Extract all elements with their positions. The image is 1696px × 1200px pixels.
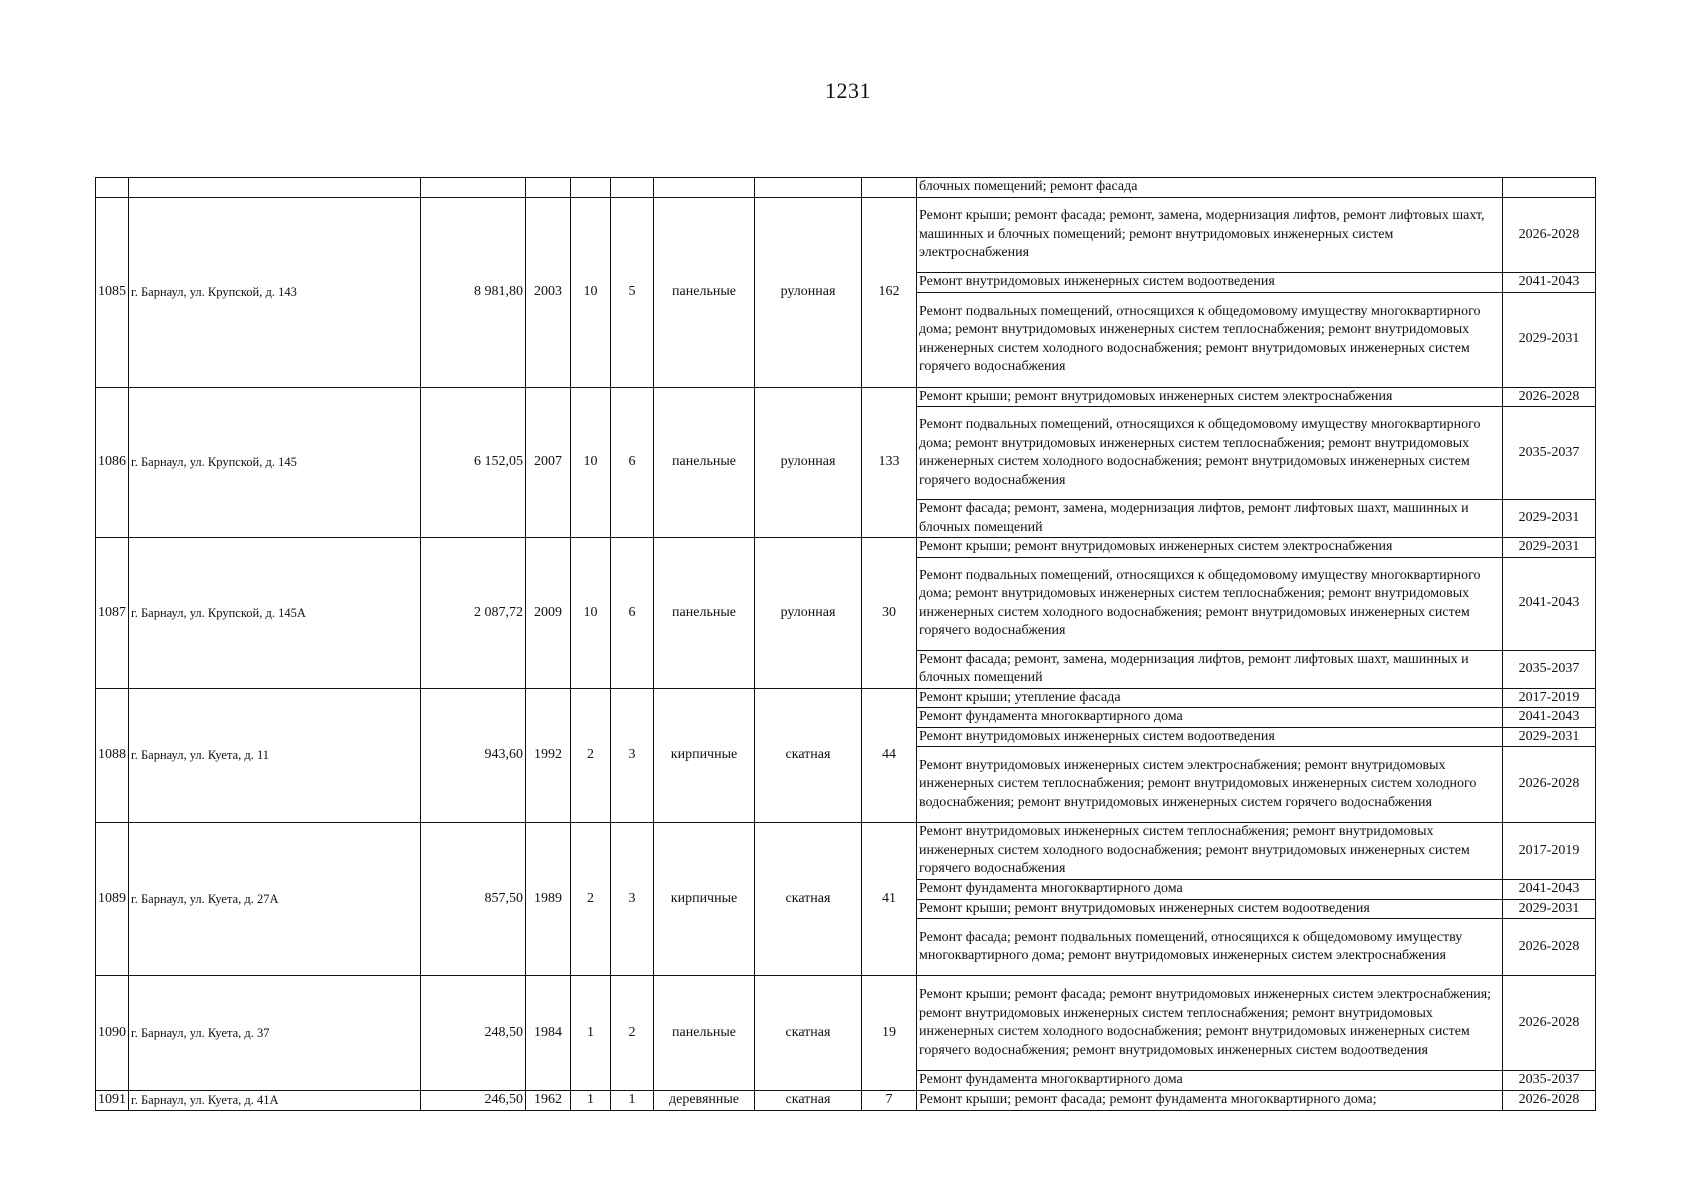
- cell-entrances: 5: [611, 198, 654, 388]
- table-row: [96, 198, 1596, 273]
- cell-work: Ремонт фундамента многоквартирного дома: [917, 880, 1503, 900]
- table-row: [96, 823, 1596, 880]
- cell-address: г. Барнаул, ул. Куета, д. 27А: [129, 823, 421, 976]
- cell-area: 857,50: [421, 823, 526, 976]
- cell-period: 2029-2031: [1503, 538, 1596, 558]
- cell-work: Ремонт фасада; ремонт, замена, модернизация лифтов, ремонт лифтовых шахт, машинных и блочных помещений: [917, 650, 1503, 688]
- cell-roof: рулонная: [755, 387, 862, 538]
- cell-walls: деревянные: [654, 1090, 755, 1110]
- cell-walls: панельные: [654, 538, 755, 689]
- cell-roof: [755, 178, 862, 198]
- cell-walls: панельные: [654, 198, 755, 388]
- cell-area: 8 981,80: [421, 198, 526, 388]
- cell-residents: 41: [862, 823, 917, 976]
- cell-work: Ремонт внутридомовых инженерных систем теплоснабжения; ремонт внутридомовых инженерных систем холодного водоснабжения; ремонт внутридомовых инженерных систем горячего водоснабжения: [917, 823, 1503, 880]
- cell-work: Ремонт фасада; ремонт, замена, модернизация лифтов, ремонт лифтовых шахт, машинных и блочных помещений: [917, 500, 1503, 538]
- cell-period: [1503, 178, 1596, 198]
- cell-work: Ремонт крыши; ремонт внутридомовых инженерных систем водоотведения: [917, 899, 1503, 919]
- cell-period: 2041-2043: [1503, 557, 1596, 650]
- cell-floors: 1: [571, 976, 611, 1091]
- cell-area: 246,50: [421, 1090, 526, 1110]
- cell-period: 2026-2028: [1503, 747, 1596, 823]
- cell-walls: панельные: [654, 387, 755, 538]
- cell-work: Ремонт подвальных помещений, относящихся к общедомовому имуществу многоквартирного дома; ремонт внутридомовых инженерных систем теплоснабжения; ремонт внутридомовых инженерных систем холодного водоснабжения; ремонт внутридомовых инженерных систем горячего водоснабжения: [917, 292, 1503, 387]
- cell-residents: 7: [862, 1090, 917, 1110]
- cell-work: Ремонт крыши; ремонт фасада; ремонт фундамента многоквартирного дома;: [917, 1090, 1503, 1110]
- continuation-row: [96, 178, 1596, 198]
- cell-period: 2026-2028: [1503, 919, 1596, 976]
- cell-walls: [654, 178, 755, 198]
- cell-area: 2 087,72: [421, 538, 526, 689]
- cell-year: 1992: [526, 688, 571, 823]
- cell-residents: 44: [862, 688, 917, 823]
- cell-period: 2041-2043: [1503, 880, 1596, 900]
- cell-year: 1989: [526, 823, 571, 976]
- cell-num: 1089: [96, 823, 129, 976]
- cell-roof: рулонная: [755, 538, 862, 689]
- cell-address: [129, 178, 421, 198]
- cell-work: Ремонт подвальных помещений, относящихся к общедомовому имуществу многоквартирного дома; ремонт внутридомовых инженерных систем теплоснабжения; ремонт внутридомовых инженерных систем холодного водоснабжения; ремонт внутридомовых инженерных систем горячего водоснабжения: [917, 557, 1503, 650]
- repair-schedule-table: [95, 177, 1596, 1111]
- cell-residents: 162: [862, 198, 917, 388]
- cell-floors: 2: [571, 688, 611, 823]
- cell-area: 6 152,05: [421, 387, 526, 538]
- cell-area: 943,60: [421, 688, 526, 823]
- cell-residents: 30: [862, 538, 917, 689]
- cell-period: 2029-2031: [1503, 727, 1596, 747]
- cell-area: [421, 178, 526, 198]
- cell-entrances: 2: [611, 976, 654, 1091]
- cell-roof: скатная: [755, 823, 862, 976]
- cell-residents: [862, 178, 917, 198]
- cell-residents: 133: [862, 387, 917, 538]
- cell-entrances: [611, 178, 654, 198]
- table-row: [96, 688, 1596, 708]
- cell-roof: рулонная: [755, 198, 862, 388]
- cell-period: 2041-2043: [1503, 708, 1596, 728]
- cell-period: 2026-2028: [1503, 976, 1596, 1071]
- cell-year: 2007: [526, 387, 571, 538]
- cell-num: [96, 178, 129, 198]
- cell-period: 2026-2028: [1503, 1090, 1596, 1110]
- cell-work: Ремонт внутридомовых инженерных систем водоотведения: [917, 727, 1503, 747]
- cell-roof: скатная: [755, 1090, 862, 1110]
- cell-address: г. Барнаул, ул. Куета, д. 37: [129, 976, 421, 1091]
- cell-period: 2017-2019: [1503, 823, 1596, 880]
- cell-period: 2017-2019: [1503, 688, 1596, 708]
- cell-walls: кирпичные: [654, 688, 755, 823]
- cell-period: 2029-2031: [1503, 292, 1596, 387]
- cell-address: г. Барнаул, ул. Куета, д. 41А: [129, 1090, 421, 1110]
- cell-floors: 10: [571, 538, 611, 689]
- cell-floors: 10: [571, 198, 611, 388]
- cell-period: 2041-2043: [1503, 273, 1596, 293]
- cell-work: Ремонт крыши; ремонт фасада; ремонт, замена, модернизация лифтов, ремонт лифтовых шахт, машинных и блочных помещений; ремонт внутридомовых инженерных систем электроснабжения: [917, 198, 1503, 273]
- cell-work: Ремонт внутридомовых инженерных систем электроснабжения; ремонт внутридомовых инженерных систем теплоснабжения; ремонт внутридомовых инженерных систем холодного водоснабжения; ремонт внутридомовых инженерных систем горячего водоснабжения: [917, 747, 1503, 823]
- table-row: [96, 976, 1596, 1071]
- cell-work: Ремонт крыши; утепление фасада: [917, 688, 1503, 708]
- cell-year: 1962: [526, 1090, 571, 1110]
- cell-work: Ремонт крыши; ремонт внутридомовых инженерных систем электроснабжения: [917, 538, 1503, 558]
- table-row: [96, 538, 1596, 558]
- cell-num: 1091: [96, 1090, 129, 1110]
- cell-year: 1984: [526, 976, 571, 1091]
- cell-num: 1088: [96, 688, 129, 823]
- cell-area: 248,50: [421, 976, 526, 1091]
- cell-work: Ремонт фундамента многоквартирного дома: [917, 708, 1503, 728]
- cell-period: 2035-2037: [1503, 407, 1596, 500]
- cell-year: 2003: [526, 198, 571, 388]
- table-row: [96, 1090, 1596, 1110]
- cell-residents: 19: [862, 976, 917, 1091]
- cell-num: 1085: [96, 198, 129, 388]
- cell-floors: 1: [571, 1090, 611, 1110]
- cell-period: 2029-2031: [1503, 500, 1596, 538]
- cell-floors: [571, 178, 611, 198]
- cell-roof: скатная: [755, 688, 862, 823]
- cell-walls: панельные: [654, 976, 755, 1091]
- cell-address: г. Барнаул, ул. Куета, д. 11: [129, 688, 421, 823]
- cell-entrances: 3: [611, 688, 654, 823]
- cell-address: г. Барнаул, ул. Крупской, д. 143: [129, 198, 421, 388]
- cell-entrances: 3: [611, 823, 654, 976]
- cell-address: г. Барнаул, ул. Крупской, д. 145А: [129, 538, 421, 689]
- cell-work: Ремонт внутридомовых инженерных систем водоотведения: [917, 273, 1503, 293]
- cell-num: 1086: [96, 387, 129, 538]
- cell-period: 2026-2028: [1503, 198, 1596, 273]
- page-number: 1231: [825, 78, 871, 103]
- cell-work: Ремонт крыши; ремонт фасада; ремонт внутридомовых инженерных систем электроснабжения; ремонт внутридомовых инженерных систем теплоснабжения; ремонт внутридомовых инженерных систем холодного водоснабжения; ремонт внутридомовых инженерных систем горячего водоснабжения; ремонт внутридомовых инженерных систем водоотведения: [917, 976, 1503, 1071]
- cell-entrances: 6: [611, 387, 654, 538]
- cell-period: 2035-2037: [1503, 1071, 1596, 1091]
- cell-entrances: 1: [611, 1090, 654, 1110]
- cell-work: блочных помещений; ремонт фасада: [917, 178, 1503, 198]
- cell-year: 2009: [526, 538, 571, 689]
- cell-num: 1087: [96, 538, 129, 689]
- cell-work: Ремонт подвальных помещений, относящихся к общедомовому имуществу многоквартирного дома; ремонт внутридомовых инженерных систем теплоснабжения; ремонт внутридомовых инженерных систем холодного водоснабжения; ремонт внутридомовых инженерных систем горячего водоснабжения: [917, 407, 1503, 500]
- cell-address: г. Барнаул, ул. Крупской, д. 145: [129, 387, 421, 538]
- cell-entrances: 6: [611, 538, 654, 689]
- cell-work: Ремонт фундамента многоквартирного дома: [917, 1071, 1503, 1091]
- cell-period: 2029-2031: [1503, 899, 1596, 919]
- cell-period: 2035-2037: [1503, 650, 1596, 688]
- cell-year: [526, 178, 571, 198]
- cell-floors: 2: [571, 823, 611, 976]
- table-row: [96, 387, 1596, 407]
- cell-period: 2026-2028: [1503, 387, 1596, 407]
- cell-work: Ремонт фасада; ремонт подвальных помещений, относящихся к общедомовому имуществу многоквартирного дома; ремонт внутридомовых инженерных систем электроснабжения: [917, 919, 1503, 976]
- cell-num: 1090: [96, 976, 129, 1091]
- cell-floors: 10: [571, 387, 611, 538]
- cell-roof: скатная: [755, 976, 862, 1091]
- cell-walls: кирпичные: [654, 823, 755, 976]
- cell-work: Ремонт крыши; ремонт внутридомовых инженерных систем электроснабжения: [917, 387, 1503, 407]
